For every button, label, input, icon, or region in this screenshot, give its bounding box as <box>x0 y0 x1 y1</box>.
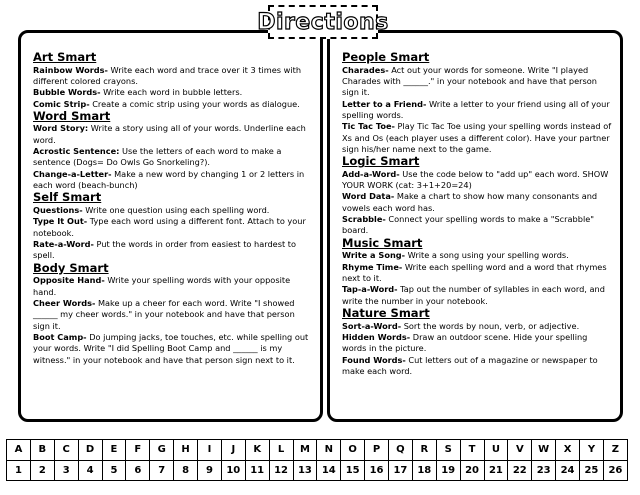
activity-entry <box>33 239 312 262</box>
cipher-number: 16 <box>365 460 389 481</box>
activity-name: Tic Tac Toe- <box>342 121 395 132</box>
activity-entry <box>342 250 612 261</box>
cipher-letter: L <box>269 440 293 461</box>
activity-description: Write each word and trace over it 3 times with different colored crayons. <box>33 64 302 86</box>
activity-description: Write your spelling words with your opposite hand. <box>33 275 291 297</box>
cipher-letter: B <box>30 440 54 461</box>
section-heading-word-smart: Word Smart <box>33 108 111 123</box>
activity-name: Word Data- <box>342 191 395 202</box>
activity-entry <box>342 355 612 378</box>
cipher-letter: R <box>412 440 436 461</box>
cipher-letter: V <box>508 440 532 461</box>
cipher-number: 24 <box>556 460 580 481</box>
activity-description: Cut letters out of a magazine or newspaper to make each word. <box>342 354 598 376</box>
cipher-number: 20 <box>460 460 484 481</box>
cipher-number: 14 <box>317 460 341 481</box>
activity-description: Write one question using each spelling word. <box>82 204 270 215</box>
cipher-number: 10 <box>221 460 245 481</box>
section-heading-art-smart: Art Smart <box>33 50 97 64</box>
activity-name: Write a Song- <box>342 250 406 261</box>
cipher-number: 2 <box>30 460 54 481</box>
activity-entry <box>33 216 312 239</box>
activity-entry <box>342 191 612 214</box>
activity-description: Play Tic Tac Toe using your spelling words instead of Xs and Os (each player uses a different color). Have your partner sign his/her name next to the game. <box>342 121 612 154</box>
cipher-letter: A <box>7 440 31 461</box>
cipher-number: 1 <box>7 460 31 481</box>
activity-name: Boot Camp- <box>33 331 87 342</box>
cipher-letter: F <box>126 440 150 461</box>
activity-name: Tap-a-Word- <box>342 284 398 295</box>
activity-entry <box>33 275 312 298</box>
page-title: Directions <box>257 9 389 35</box>
activity-name: Opposite Hand- <box>33 275 105 286</box>
activity-name: Word Story: <box>33 123 89 134</box>
cipher-letter: E <box>102 440 126 461</box>
activity-entry <box>342 321 612 332</box>
cipher-letter: S <box>436 440 460 461</box>
cipher-letter: D <box>78 440 102 461</box>
cipher-letter: Z <box>603 440 627 461</box>
activity-name: Acrostic Sentence: <box>33 146 120 157</box>
cipher-number: 17 <box>389 460 413 481</box>
activity-name: Add-a-Word- <box>342 168 400 179</box>
section-heading-body-smart: Body Smart <box>33 260 109 275</box>
left-activities-panel <box>18 30 323 422</box>
cipher-number: 4 <box>78 460 102 481</box>
activity-entry <box>33 65 312 88</box>
cipher-letter: N <box>317 440 341 461</box>
cipher-number: 3 <box>54 460 78 481</box>
activity-name: Charades- <box>342 64 389 75</box>
activity-description: Sort the words by noun, verb, or adjective. <box>401 320 580 331</box>
activity-description: Type each word using a different font. Attach to your notebook. <box>33 216 306 238</box>
cipher-number: 22 <box>508 460 532 481</box>
section-heading-logic-smart: Logic Smart <box>342 154 420 169</box>
activity-entry <box>342 332 612 355</box>
activity-name: Rate-a-Word- <box>33 238 94 249</box>
activity-description: Connect your spelling words to make a "Scrabble" board. <box>342 214 595 236</box>
cipher-number: 9 <box>198 460 222 481</box>
cipher-letter: I <box>198 440 222 461</box>
activity-description: Write a song using your spelling words. <box>405 250 569 261</box>
cipher-number: 6 <box>126 460 150 481</box>
cipher-number: 12 <box>269 460 293 481</box>
activity-entry <box>342 284 612 307</box>
letter-number-code-table <box>6 439 628 481</box>
cipher-letter: G <box>150 440 174 461</box>
activity-name: Scrabble- <box>342 214 386 225</box>
activity-description: Do jumping jacks, toe touches, etc. while spelling out your words. Write "I did Spelling Boot Camp and ______ is my witness." in your notebook and have that person sign next to it. <box>33 331 309 365</box>
activity-entry <box>33 332 312 366</box>
cipher-letter: Y <box>580 440 604 461</box>
cipher-letter: H <box>174 440 198 461</box>
cipher-number: 26 <box>603 460 627 481</box>
activity-description: Write each spelling word and a word that rhymes next to it. <box>342 261 607 283</box>
section-heading-music-smart: Music Smart <box>342 235 423 250</box>
cipher-letter: O <box>341 440 365 461</box>
activity-name: Rainbow Words- <box>33 64 108 75</box>
activity-name: Letter to a Friend- <box>342 98 427 109</box>
cipher-letter: T <box>460 440 484 461</box>
section-heading-people-smart: People Smart <box>342 50 430 64</box>
activity-description: Make a new word by changing 1 or 2 letters in each word (beach-bunch) <box>33 168 305 191</box>
activity-name: Sort-a-Word- <box>342 320 402 331</box>
activity-entry <box>33 146 312 169</box>
cipher-number: 19 <box>436 460 460 481</box>
activity-name: Change-a-Letter- <box>33 168 112 179</box>
activity-name: Found Words- <box>342 354 406 365</box>
cipher-number: 5 <box>102 460 126 481</box>
activity-entry <box>33 205 312 216</box>
activity-description: Put the words in order from easiest to hardest to spell. <box>33 238 297 261</box>
activity-name: Bubble Words- <box>33 87 101 98</box>
activity-description: Write a story using all of your words. Underline each word. <box>33 123 306 145</box>
cipher-number: 7 <box>150 460 174 481</box>
activity-entry <box>342 262 612 285</box>
directions-title-box <box>257 5 389 39</box>
cipher-number: 8 <box>174 460 198 481</box>
cipher-letter: K <box>245 440 269 461</box>
activity-entry <box>342 65 612 99</box>
activity-entry <box>33 123 312 146</box>
cipher-letter: J <box>221 440 245 461</box>
activity-entry <box>33 298 312 332</box>
activity-entry <box>342 99 612 122</box>
cipher-letter: X <box>556 440 580 461</box>
activity-name: Type It Out- <box>33 216 88 227</box>
cipher-letter: U <box>484 440 508 461</box>
activity-entry <box>33 87 312 98</box>
activity-description: Draw an outdoor scene. Hide your spelling words in the picture. <box>342 331 588 354</box>
activity-description: Tap out the number of syllables in each word, and write the number in your notebook. <box>342 284 605 306</box>
activity-entry <box>33 169 312 192</box>
activity-description: Make up a cheer for each word. Write "I showed ______ my cheer words." in your notebook and have that person sign it. <box>33 297 295 331</box>
activity-entry <box>342 121 612 155</box>
activity-description: Create a comic strip using your words as dialogue. <box>89 98 300 109</box>
activity-description: Act out your words for someone. Write "I played Charades with ______." in your notebook and have that person sign it. <box>342 64 597 98</box>
cipher-number: 13 <box>293 460 317 481</box>
cipher-number: 15 <box>341 460 365 481</box>
section-heading-self-smart: Self Smart <box>33 190 102 205</box>
activity-name: Hidden Words- <box>342 331 411 342</box>
activity-entry <box>342 214 612 237</box>
cipher-number: 11 <box>245 460 269 481</box>
activity-name: Questions- <box>33 204 83 215</box>
cipher-number: 21 <box>484 460 508 481</box>
cipher-number: 18 <box>412 460 436 481</box>
cipher-number: 23 <box>532 460 556 481</box>
letters-row <box>7 440 628 461</box>
activity-description: Write a letter to your friend using all of your spelling words. <box>342 98 610 120</box>
cipher-letter: Q <box>389 440 413 461</box>
numbers-row <box>7 460 628 481</box>
section-heading-nature-smart: Nature Smart <box>342 306 430 321</box>
activity-name: Comic Strip- <box>33 98 90 109</box>
cipher-letter: P <box>365 440 389 461</box>
activity-name: Rhyme Time- <box>342 261 403 272</box>
cipher-letter: C <box>54 440 78 461</box>
activity-description: Use the code below to "add up" each word. SHOW YOUR WORK (cat: 3+1+20=24) <box>342 168 609 191</box>
activity-entry <box>342 169 612 192</box>
activity-description: Use the letters of each word to make a sentence (Dogs= Do Owls Go Snorkeling?). <box>33 146 282 168</box>
right-activities-panel <box>327 30 623 422</box>
cipher-letter: W <box>532 440 556 461</box>
activity-description: Write each word in bubble letters. <box>100 87 243 98</box>
activity-name: Cheer Words- <box>33 297 96 308</box>
cipher-letter: M <box>293 440 317 461</box>
cipher-number: 25 <box>580 460 604 481</box>
activity-description: Make a chart to show how many consonants and vowels each word has. <box>342 191 598 213</box>
